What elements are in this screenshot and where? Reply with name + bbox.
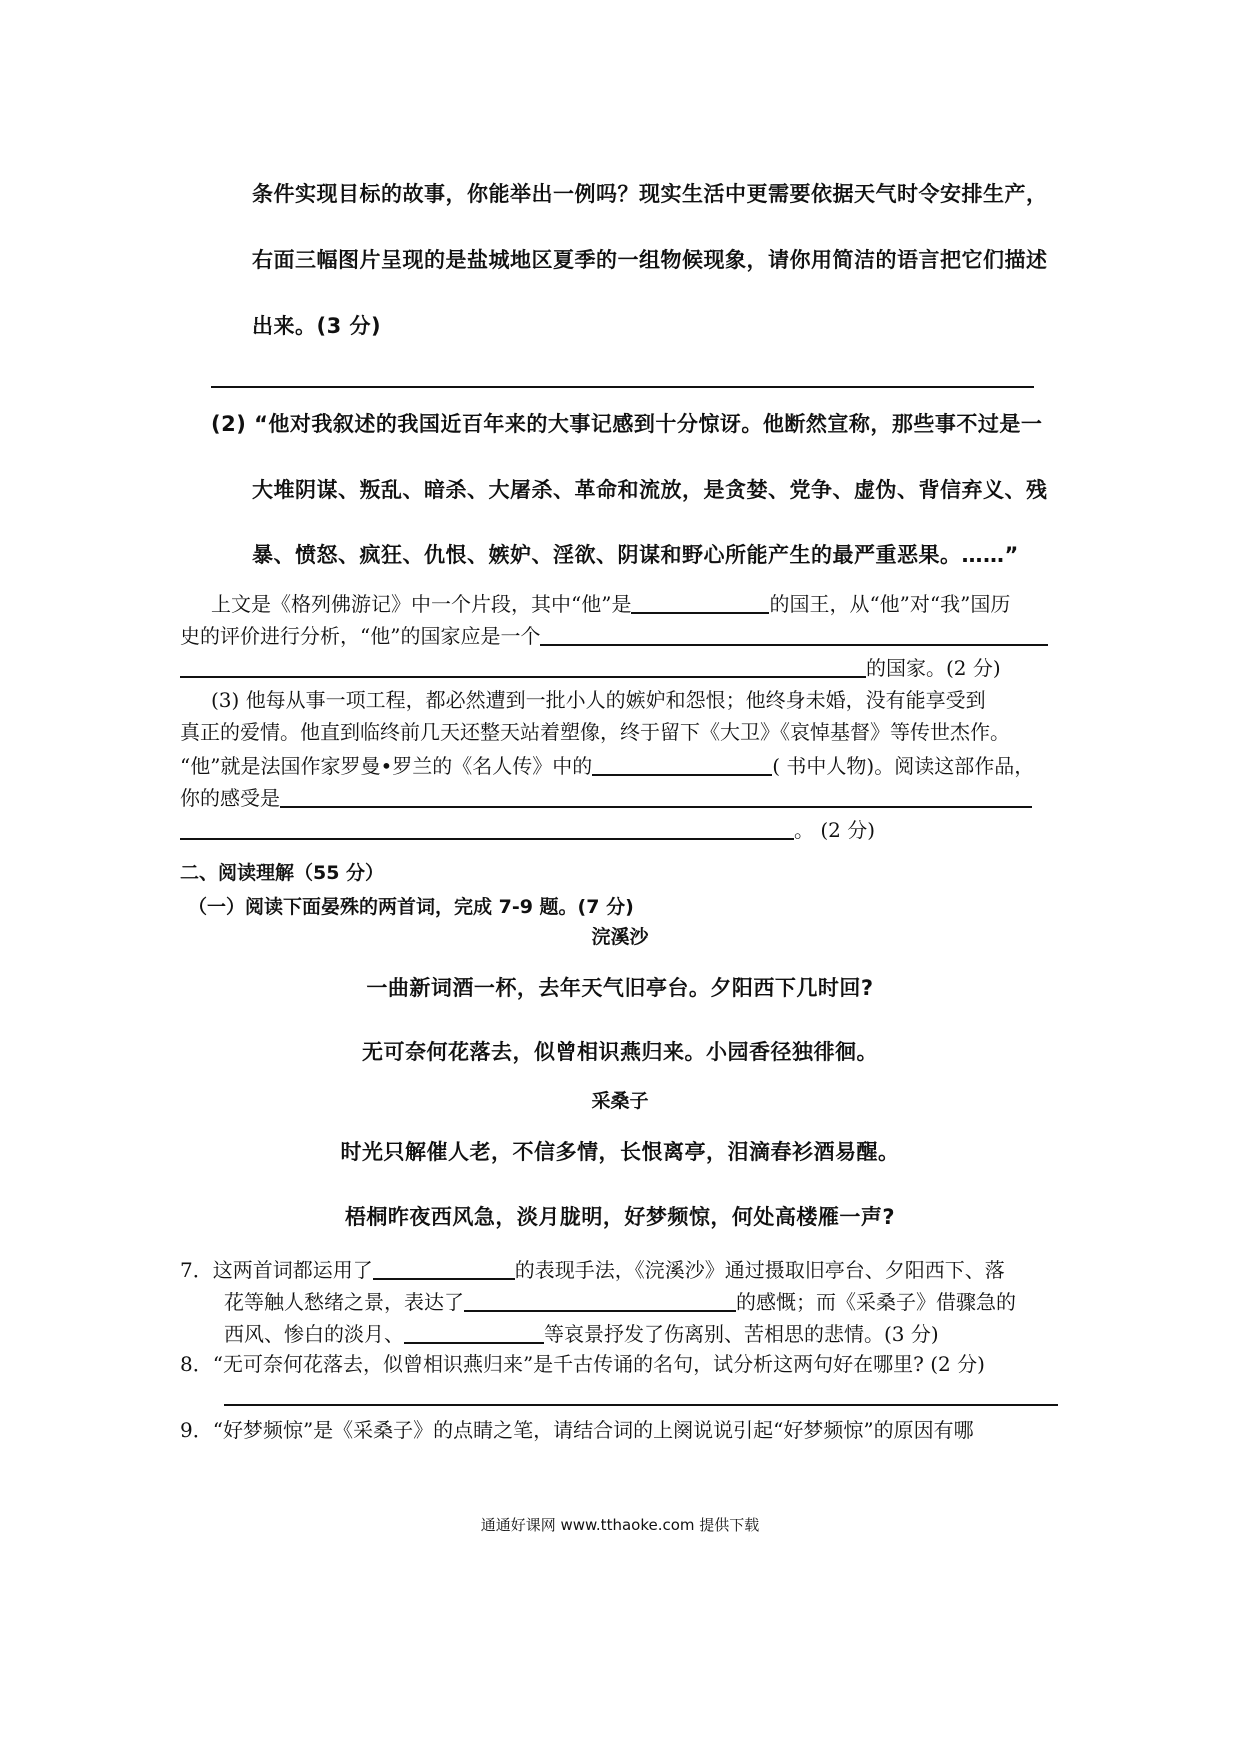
q7-text-b: 的表现手法，《浣溪沙》通过摄取旧亭台、夕阳西下、落 [514, 1258, 1005, 1282]
section-2-subtitle: （一）阅读下面晏殊的两首词，完成 7-9 题。(7 分) [188, 896, 634, 918]
poem-2-line-2: 梧桐昨夜西风急，淡月胧明，好梦频惊，何处高楼雁一声? [344, 1205, 896, 1229]
q6-3-line-5 [180, 818, 875, 840]
q7-text-d: 的感慨；而《采桑子》借骤急的 [736, 1290, 1016, 1314]
q6-2-blank-king[interactable] [631, 592, 769, 614]
q6-2-quote-line-1: (2) “他对我叙述的我国近百年来的大事记感到十分惊讶。他断然宣称，那些事不过是一 [211, 412, 1043, 436]
poem-1-line-2: 无可奈何花落去，似曾相识燕归来。小园香径独徘徊。 [362, 1040, 878, 1064]
q6-2-quote-line-3: 暴、愤怒、疯狂、仇恨、嫉妒、淫欲、阴谋和野心所能产生的最严重恶果。……” [252, 543, 1019, 567]
q6-1-line-3: 出来。(3 分) [252, 314, 382, 338]
q6-3-blank-feeling-a[interactable] [280, 786, 1032, 808]
q7-line-1 [180, 1258, 1005, 1280]
q6-2-prompt-line-2 [180, 624, 1048, 646]
q6-3-line-1: (3) 他每从事一项工程，都必然遭到一批小人的嫉妒和怨恨；他终身未婚，没有能享受到 [211, 688, 986, 712]
q6-2-quote-line-2: 大堆阴谋、叛乱、暗杀、大屠杀、革命和流放，是贪婪、党争、虚伪、背信弃义、残 [252, 478, 1048, 502]
q7-text-c: 花等触人愁绪之景，表达了 [224, 1290, 464, 1314]
poem-1-line-1: 一曲新词酒一杯，去年天气旧亭台。夕阳西下几时回? [366, 976, 874, 1000]
poem-1-title: 浣溪沙 [591, 926, 649, 948]
q6-3-line-5b: 。 (2 分) [794, 818, 876, 842]
q7-text-e: 西风、惨白的淡月、 [224, 1322, 404, 1346]
q6-2-prompt-3b: 的国家。(2 分) [866, 656, 1001, 680]
q7-text-f: 等哀景抒发了伤离别、苦相思的悲情。(3 分) [544, 1322, 939, 1346]
q6-3-blank-character[interactable] [592, 754, 772, 776]
q6-3-line-3 [180, 754, 1034, 776]
q9-text: 9．“好梦频惊”是《采桑子》的点睛之笔，请结合词的上阕说说引起“好梦频惊”的原因有哪 [180, 1418, 974, 1442]
q6-3-line-2: 真正的爱情。他直到临终前几天还整天站着塑像，终于留下《大卫》《哀悼基督》等传世杰作。 [180, 720, 1010, 744]
q7-text-a: 7．这两首词都运用了 [180, 1258, 373, 1282]
q6-1-line-1: 条件实现目标的故事，你能举出一例吗？现实生活中更需要依据天气时令安排生产， [252, 182, 1048, 206]
q6-3-line-4 [180, 786, 1032, 808]
poem-2-line-1: 时光只解催人老，不信多情，长恨离亭，泪滴春衫酒易醒。 [340, 1140, 900, 1164]
q6-2-prompt-2a: 史的评价进行分析，“他”的国家应是一个 [180, 624, 541, 648]
q7-blank-feeling[interactable] [464, 1290, 736, 1312]
q7-blank-technique[interactable] [373, 1258, 515, 1280]
q6-2-blank-country-b[interactable] [180, 656, 866, 678]
section-2-title: 二、阅读理解（55 分） [180, 862, 385, 884]
q8-text: 8．“无可奈何花落去，似曾相识燕归来”是千古传诵的名句，试分析这两句好在哪里? (2 分) [180, 1352, 985, 1376]
q8-answer-line [224, 1404, 1058, 1406]
footer-source: 通通好课网 www.tthaoke.com 提供下载 [480, 1516, 760, 1534]
q7-line-2 [224, 1290, 1016, 1312]
poem-2-title: 采桑子 [591, 1090, 649, 1112]
q6-1-answer-line [211, 386, 1034, 388]
q6-1-line-2: 右面三幅图片呈现的是盐城地区夏季的一组物候现象，请你用简洁的语言把它们描述 [252, 248, 1048, 272]
q6-2-prompt-line-1 [211, 592, 1010, 614]
q6-2-prompt-line-3 [180, 656, 1001, 678]
q6-2-blank-country-a[interactable] [540, 624, 1048, 646]
q6-3-line-4a: 你的感受是 [180, 786, 280, 810]
q6-3-blank-feeling-b[interactable] [180, 818, 794, 840]
q6-3-line-3b: ( 书中人物)。阅读这部作品， [772, 754, 1035, 778]
q6-3-line-3a: “他”就是法国作家罗曼•罗兰的《名人传》中的 [180, 754, 593, 778]
q7-blank-scene[interactable] [404, 1322, 544, 1344]
q6-2-prompt-1b: 的国王，从“他”对“我”国历 [769, 592, 1011, 616]
q7-line-3 [224, 1322, 939, 1344]
q6-2-prompt-1a: 上文是《格列佛游记》中一个片段，其中“他”是 [211, 592, 632, 616]
